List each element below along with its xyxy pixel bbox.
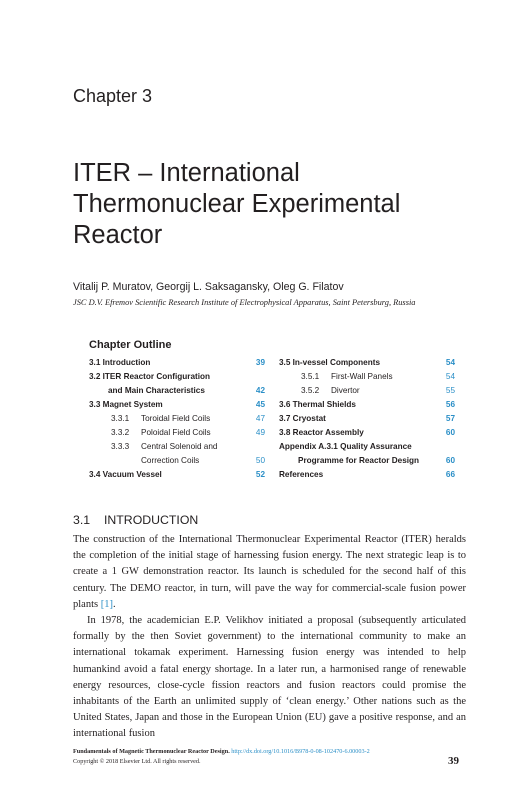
outline-entry-page[interactable]: 52 <box>255 470 265 479</box>
section-heading <box>73 513 198 527</box>
section-title: INTRODUCTION <box>104 513 199 527</box>
outline-entry-title: Appendix A.3.1 Quality Assurance <box>279 442 412 451</box>
outline-entry-title: References <box>279 470 324 479</box>
chapter-title-line: Thermonuclear Experimental <box>73 190 401 218</box>
page-number: 39 <box>448 755 459 767</box>
outline-entry-title: Programme for Reactor Design <box>298 456 420 465</box>
outline-entry[interactable] <box>89 454 265 468</box>
outline-entry[interactable] <box>279 454 455 468</box>
paragraph-text: In 1978, the academician E.P. Velikhov initiated a proposal (subsequently articulated formally by the then Soviet government) to the international community to make an international tokamak experiment. Harnessing fusion energy was intended to help humankind avoid a fatal energy shortage. In a later run, a harmonised range of renewable energy resources, close-cycle fission reactors and fusion reactors could promise the inhabitants of the Earth an unlimited supply of ‘clean energy.’ Other nations such as the United States, Japan and those in the European Union (EU) gave a positive response, and an international fusion <box>73 615 466 740</box>
outline-entry-title: 3.7 Cryostat <box>279 414 326 423</box>
outline-entry-page[interactable]: 60 <box>445 456 455 465</box>
outline-entry-page[interactable]: 60 <box>445 428 455 437</box>
outline-entry-text: Toroidal Field Coils <box>141 414 211 423</box>
outline-entry[interactable] <box>89 440 265 454</box>
outline-entry-title: 3.1 Introduction <box>89 358 151 367</box>
section-number: 3.1 <box>73 513 91 527</box>
outline-entry-title: 3.5 In-vessel Components <box>279 358 381 367</box>
outline-entry-number: 3.3.3 <box>111 442 130 451</box>
paragraph <box>73 613 466 743</box>
outline-entry[interactable] <box>89 468 265 482</box>
outline-entry[interactable] <box>279 412 455 426</box>
outline-entry-title <box>89 454 243 468</box>
chapter-title-line: Reactor <box>73 221 163 249</box>
chapter-label: Chapter 3 <box>73 86 153 106</box>
outline-entry[interactable] <box>89 370 265 384</box>
authors: Vitalij P. Muratov, Georgij L. Saksagansky, Oleg G. Filatov <box>73 281 344 293</box>
outline-entry-title <box>89 440 243 454</box>
outline-entry-number: 3.5.1 <box>301 372 320 381</box>
outline-entry-title <box>279 384 433 398</box>
outline-entry[interactable] <box>279 356 455 370</box>
outline-entry-title: 3.8 Reactor Assembly <box>279 428 364 437</box>
paragraph <box>73 532 466 613</box>
outline-entry-page[interactable]: 42 <box>255 386 265 395</box>
affiliation: JSC D.V. Efremov Scientific Research Institute of Electrophysical Apparatus, Saint Petersburg, Russia <box>73 298 416 307</box>
outline-entry[interactable] <box>279 426 455 440</box>
outline-entry-page[interactable]: 49 <box>255 428 265 437</box>
outline-entry[interactable] <box>279 370 455 384</box>
outline-entry-text: Divertor <box>331 386 360 395</box>
footer-copyright: Copyright © 2018 Elsevier Ltd. All rights reserved. <box>73 758 201 765</box>
outline-entry-page[interactable]: 47 <box>255 414 265 423</box>
book-title: Fundamentals of Magnetic Thermonuclear Reactor Design. <box>73 748 230 755</box>
outline-entry-title <box>279 370 433 384</box>
outline-entry-number: 3.3.2 <box>111 428 130 437</box>
outline-entry-page[interactable]: 50 <box>255 456 265 465</box>
outline-entry[interactable] <box>89 412 265 426</box>
outline-entry-page[interactable]: 54 <box>445 372 455 381</box>
reference-link[interactable]: [1] <box>100 598 113 610</box>
outline-entry[interactable] <box>89 384 265 398</box>
outline-entry-title <box>89 412 243 426</box>
outline-entry[interactable] <box>279 398 455 412</box>
outline-entry-title: 3.4 Vacuum Vessel <box>89 470 162 479</box>
paragraph-text: The construction of the International Thermonuclear Experimental Reactor (ITER) heralds the completion of the initial stage of harnessing fusion energy. The next strategic leap is to create a 1 GW demonstration reactor. Its launch is scheduled for the second half of this century. The DEMO reactor, in turn, will pave the way for commercial-scale fusion power plants <box>73 534 466 610</box>
outline-entry-page[interactable]: 66 <box>445 470 455 479</box>
chapter-outline-left-column <box>89 356 265 482</box>
outline-entry-number: 3.5.2 <box>301 386 320 395</box>
chapter-title <box>73 158 493 251</box>
outline-entry-title: 3.3 Magnet System <box>89 400 163 409</box>
outline-entry-number: 3.3.1 <box>111 414 130 423</box>
outline-entry-page[interactable]: 54 <box>445 358 455 367</box>
outline-entry[interactable] <box>89 356 265 370</box>
chapter-outline-right-column <box>279 356 455 482</box>
outline-entry-title: and Main Characteristics <box>108 386 205 395</box>
outline-entry-page[interactable]: 55 <box>445 386 455 395</box>
outline-entry-page[interactable]: 39 <box>255 358 265 367</box>
body-text <box>73 532 466 743</box>
outline-entry[interactable] <box>89 426 265 440</box>
chapter-title-line: ITER – International <box>73 159 300 187</box>
outline-entry[interactable] <box>89 398 265 412</box>
outline-entry[interactable] <box>279 440 455 454</box>
chapter-outline-heading: Chapter Outline <box>89 339 172 351</box>
outline-entry-title: 3.2 ITER Reactor Configuration <box>89 372 211 381</box>
doi-link[interactable]: http://dx.doi.org/10.1016/B978-0-08-102470-6.00003-2 <box>231 748 370 755</box>
paragraph-tail: . <box>112 598 116 610</box>
outline-entry-text: First-Wall Panels <box>331 372 393 381</box>
outline-entry[interactable] <box>279 384 455 398</box>
outline-entry-page[interactable]: 45 <box>255 400 265 409</box>
outline-entry-text: Central Solenoid and <box>141 442 218 451</box>
outline-entry-title <box>89 426 243 440</box>
outline-entry-text: Correction Coils <box>141 456 200 465</box>
outline-entry-page[interactable]: 56 <box>445 400 455 409</box>
footer-source <box>73 748 370 755</box>
outline-entry-page[interactable]: 57 <box>445 414 455 423</box>
outline-entry-title: 3.6 Thermal Shields <box>279 400 356 409</box>
outline-entry[interactable] <box>279 468 455 482</box>
outline-entry-text: Poloidal Field Coils <box>141 428 211 437</box>
